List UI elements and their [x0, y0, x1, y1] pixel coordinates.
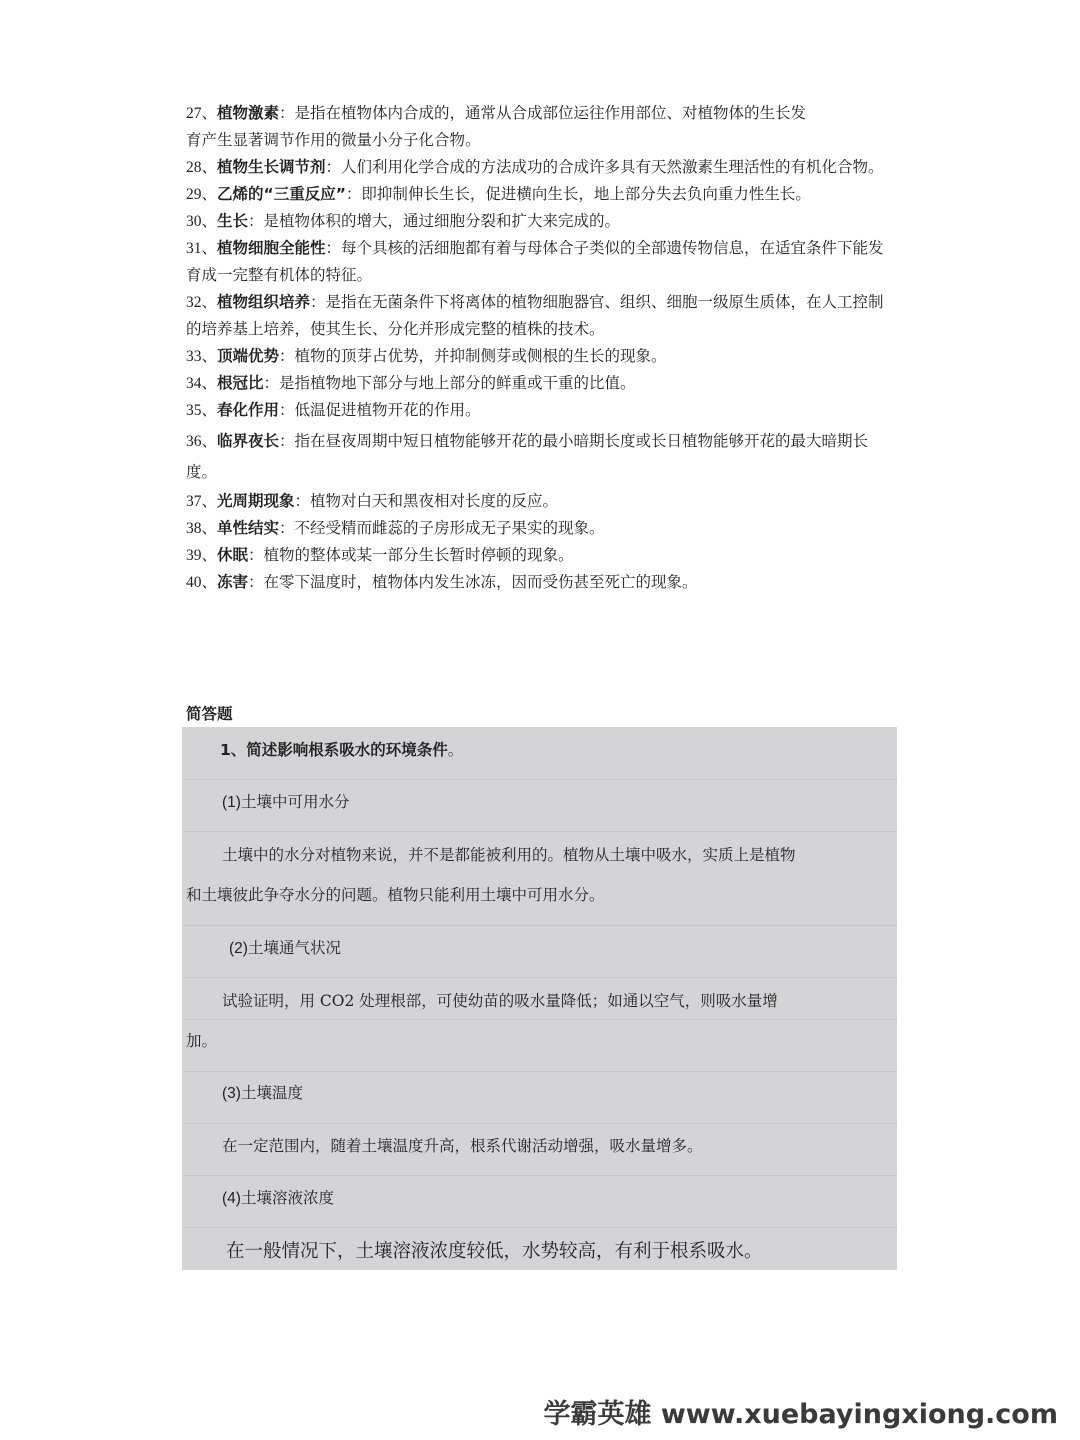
definition-number: 34、: [186, 375, 218, 392]
factor-2-title: (2)土壤通气状况: [229, 940, 341, 957]
definition-32: [186, 289, 888, 343]
definition-separator: ：: [325, 158, 342, 176]
definition-separator: ：: [345, 185, 362, 203]
definition-separator: ：: [279, 347, 295, 365]
factor-3-title: (3)土壤温度: [222, 1085, 303, 1102]
definition-number: 35、: [186, 402, 218, 419]
definition-text: 是指植物地下部分与地上部分的鲜重或干重的比值。: [279, 374, 636, 392]
definition-separator: ：: [279, 104, 295, 122]
definition-number: 37、: [186, 493, 218, 510]
definition-31: [186, 235, 888, 289]
factor-1-text-cont: 和土壤彼此争夺水分的问题。植物只能利用土壤中可用水分。: [186, 886, 605, 904]
definition-text: 是指在植物体内合成的，通常从合成部位运往作用部位、对植物体的生长发: [294, 104, 807, 122]
row-divider: [182, 779, 897, 780]
definition-term: 光周期现象: [217, 492, 295, 510]
definition-number: 29、: [186, 186, 218, 203]
definition-separator: ：: [263, 374, 280, 392]
site-watermark: 学霸英雄 www.xuebayingxiong.com: [543, 1399, 1058, 1430]
definition-40: [186, 569, 888, 596]
definition-number: 33、: [186, 348, 218, 365]
definition-separator: ：: [279, 401, 295, 419]
definition-30: [186, 208, 888, 235]
definition-term: 顶端优势: [217, 347, 280, 365]
row-divider: [182, 1019, 897, 1020]
definition-separator: ：: [279, 432, 295, 450]
factor-1-title: (1)土壤中可用水分: [222, 794, 350, 811]
definition-term: 植物组织培养: [217, 293, 311, 311]
definition-term: 春化作用: [217, 401, 280, 419]
definition-text: 低温促进植物开花的作用。: [294, 401, 481, 419]
definition-term: 冻害: [217, 573, 249, 591]
definition-number: 28、: [186, 159, 218, 176]
definition-text-cont: 育产生显著调节作用的微量小分子化合物。: [186, 131, 481, 149]
row-divider: [182, 1123, 897, 1124]
row-divider: [182, 831, 897, 832]
definition-number: 31、: [186, 240, 218, 257]
definition-separator: ：: [248, 212, 264, 230]
definition-text: 植物的整体或某一部分生长暂时停顿的现象。: [263, 546, 574, 564]
row-divider: [182, 1175, 897, 1176]
row-divider: [182, 977, 897, 978]
section-title: 简答题: [186, 705, 233, 723]
definition-text: 在零下温度时，植物体内发生冰冻，因而受伤甚至死亡的现象。: [263, 573, 698, 591]
definition-term: 植物细胞全能性: [217, 239, 326, 257]
factor-3-text: 在一定范围内，随着土壤温度升高，根系代谢活动增强，吸水量增多。: [222, 1137, 703, 1155]
definition-term: 乙烯的“三重反应”: [217, 185, 346, 203]
definition-number: 32、: [186, 294, 218, 311]
factor-2-text-cont: 加。: [186, 1032, 218, 1050]
question-row: [182, 738, 897, 760]
definition-text: 不经受精而雌蕊的子房形成无子果实的现象。: [294, 519, 605, 537]
definition-term: 植物激素: [217, 104, 280, 122]
answer-box: [182, 727, 897, 1270]
definition-text: 即抑制伸长生长，促进横向生长，地上部分失去负向重力性生长。: [361, 185, 811, 203]
definition-term: 休眠: [217, 546, 249, 564]
factor-2-text: 试验证明，用 CO2 处理根部，可使幼苗的吸水量降低；如通以空气，则吸水量增: [222, 992, 778, 1010]
definition-text: 是植物体积的增大，通过细胞分裂和扩大来完成的。: [263, 212, 621, 230]
definition-text: 植物对白天和黑夜相对长度的反应。: [310, 492, 559, 510]
definition-38: [186, 515, 888, 542]
definition-number: 30、: [186, 213, 218, 230]
definition-39: [186, 542, 888, 569]
definition-33: [186, 343, 888, 370]
definition-number: 39、: [186, 547, 218, 564]
definition-separator: ：: [248, 546, 264, 564]
definition-separator: ：: [310, 293, 326, 311]
factor-1-text: 土壤中的水分对植物来说，并不是都能被利用的。植物从土壤中吸水，实质上是植物: [222, 846, 796, 864]
definition-35: [186, 397, 888, 424]
definition-separator: ：: [279, 519, 295, 537]
definition-text: 每个具核的活细胞都有着与母体合子类似的全部遗传物信息，在适宜条件下能发育成一完整有机体的特征。: [186, 239, 884, 284]
definition-28: [186, 154, 888, 181]
definition-term: 临界夜长: [217, 432, 280, 450]
definition-text: 人们利用化学合成的方法成功的合成许多具有天然激素生理活性的有机化合物。: [341, 158, 884, 176]
definition-term: 生长: [217, 212, 249, 230]
definition-separator: ：: [325, 239, 342, 257]
definition-term: 植物生长调节剂: [217, 158, 326, 176]
definition-34: [186, 370, 888, 397]
definition-text: 指在昼夜周期中短日植物能够开花的最小暗期长度或长日植物能够开花的最大暗期长度。: [186, 432, 869, 481]
definition-term: 根冠比: [217, 374, 264, 392]
row-divider: [182, 1071, 897, 1072]
definition-number: 27、: [186, 105, 218, 122]
factor-4-text: 在一般情况下，土壤溶液浓度较低，水势较高，有利于根系吸水。: [226, 1241, 763, 1262]
row-divider: [182, 925, 897, 926]
definition-number: 38、: [186, 520, 218, 537]
definition-separator: ：: [248, 573, 264, 591]
definition-term: 单性结实: [217, 519, 280, 537]
definition-37: [186, 488, 888, 515]
definition-number: 36、: [186, 433, 218, 450]
question-title: 1、简述影响根系吸水的环境条件: [220, 741, 448, 759]
factor-4-title: (4)土壤溶液浓度: [222, 1190, 334, 1207]
definition-text: 是指在无菌条件下将离体的植物细胞器官、组织、细胞一级原生质体，在人工控制的培养基上培养，使其生长、分化并形成完整的植株的技术。: [186, 293, 884, 338]
definition-27: [186, 100, 888, 154]
definition-list: [186, 100, 888, 596]
definition-number: 40、: [186, 574, 218, 591]
definition-separator: ：: [294, 492, 311, 510]
definition-text: 植物的顶芽占优势，并抑制侧芽或侧根的生长的现象。: [294, 347, 667, 365]
row-divider: [182, 1227, 897, 1228]
definition-29: [186, 181, 888, 208]
question-end: 。: [447, 741, 464, 759]
definition-36: [186, 426, 888, 488]
